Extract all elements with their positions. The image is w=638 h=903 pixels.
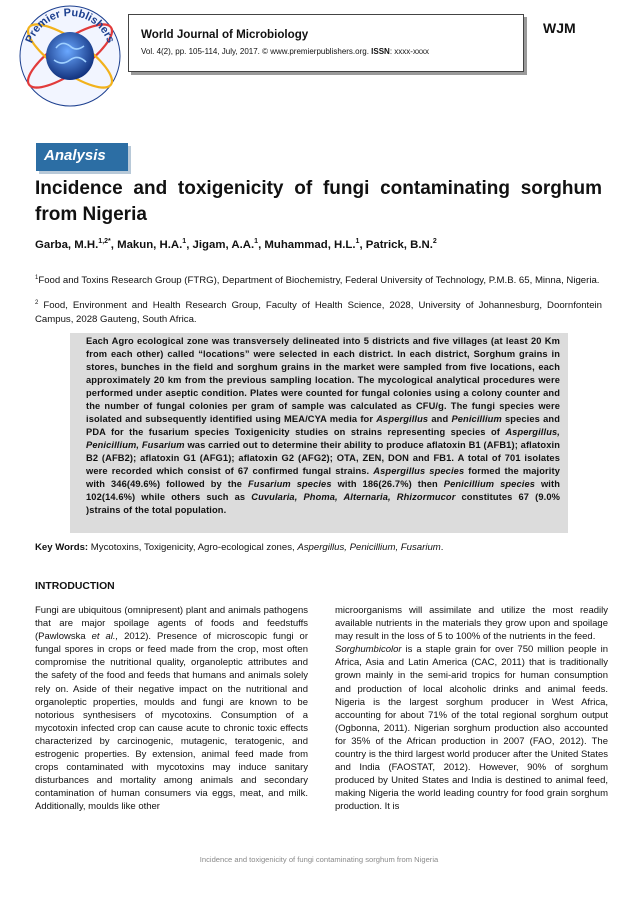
affiliation-text: Food and Toxins Research Group (FTRG), Department of Biochemistry, Federal University of Technology, P.M.B. 65, Minna, Nigeria. (38, 275, 600, 287)
article-type-badge (36, 143, 128, 171)
page-footer: Incidence and toxigenicity of fungi contaminating sorghum from Nigeria (199, 855, 439, 864)
author-name: Patrick, B.N. (365, 238, 433, 251)
author-separator: , (258, 238, 265, 251)
affiliation-mark: 2 (35, 300, 39, 306)
issn-label: ISSN (371, 47, 390, 56)
author-separator: , (186, 238, 193, 251)
author-name: Jigam, A.A. (192, 238, 255, 251)
journal-code: WJM (543, 20, 576, 36)
author-separator: , (359, 238, 366, 251)
author-affiliation-mark: 1 (182, 238, 187, 245)
publisher-logo (10, 0, 128, 108)
body-paragraph: Fungi are ubiquitous (omnipresent) plant and animals pathogens that are major spoilage agents of foods and feedstuffs (Pawlowska et al., 2012). Presence of microscopic fungi or fungal spores in crops or feed made from the crop, most often compromise the nutritional quality, organoleptic attributes and the safety of the food and feeds that humans and animals solely rely on. Aside of their negative impact on the nutritional and organoleptic properties, moulds and fungi are known to be notorious synthesisers of mycotoxins. Consumption of a mycotoxin infected crop can cause acute to chronic toxic effects characterized by carcinogenic, mutagenic, teratogenic, and estrogenic properties. By extension, animal feed made from crops contaminated with mycotoxins may induce sanitary disturbances and mortality among animals and secondary contamination of human consumers via eggs, meat, and milk. Additionally, moulds like other (35, 605, 308, 813)
author-affiliation-mark: 2 (432, 238, 437, 245)
affiliation-text: Food, Environment and Health Research Group, Faculty of Health Science, 2028, University of Johannesburg, Doornfontein Campus, 2028 Gauteng, South Africa. (35, 300, 602, 326)
body-column-left (35, 604, 308, 814)
affiliation-mark: 1 (35, 275, 39, 281)
journal-header (128, 14, 524, 72)
abstract-box (70, 333, 568, 533)
body-column-right (335, 604, 608, 814)
affiliation (35, 271, 602, 288)
journal-name: World Journal of Microbiology (141, 28, 309, 41)
article-title: Incidence and toxigenicity of fungi contaminating sorghum from Nigeria (35, 178, 602, 225)
author-name: Muhammad, H.L. (264, 238, 356, 251)
author-affiliation-mark: 1,2* (98, 238, 111, 245)
abstract-text: Each Agro ecological zone was transversely delineated into 5 districts and five villages (at least 20 Km from each other) called “locations” were selected in each district. In each district, Sorghum grains in stores, bunches in the field and sorghum grains in the market were sampled from five locations, each approximately 20 km from the previous sampling location. The mycological analytical procedures were performed under aseptic condition. Plates were counted for fungal colonies using a colony counter and the number of fungal colonies per gram of sample was calculated as CFU/g. The fungi species were isolated and subsequently identified using MEA/CYA media for Aspergillus and Penicillium species and PDA for the fusarium species Toxigenicity studies on strains representing species of Aspergillus, Penicillium, Fusarium was carried out to determine their ability to produce aflatoxin B1 (AFB1); aflatoxin B2 (AFB2); aflatoxin G1 (AFG1); aflatoxin G2 (AFG2); OTA, ZEN, DON and FB1. A total of 701 isolates were recorded which consist of 67 confirmed fungal strains. Aspergillus species formed the majority with 346(49.6%) followed by the Fusarium species with 186(26.7%) then Penicillium species with 102(14.6%) while others such as Cuvularia, Phoma, Alternaria, Rhizormucor constitutes 67 (9.0% )strains of the total population. (86, 336, 561, 515)
article-type-label: Analysis (44, 147, 106, 164)
logo-text: Premier Publishers (23, 6, 117, 45)
body-paragraph: microorganisms will assimilate and utilize the most readily available nutrients in the materials they grow upon and spoilage may result in the loss of 5 to 100% of the nutrients in the feed. (335, 605, 608, 643)
journal-meta (141, 47, 429, 56)
keywords-label: Key Words: (35, 542, 89, 553)
issn-value: : xxxx-xxxx (389, 47, 429, 56)
author-name: Garba, M.H. (35, 238, 99, 251)
author-separator: , (110, 238, 118, 251)
affiliation (35, 296, 602, 327)
author-name: Makun, H.A. (117, 238, 183, 251)
author-list (35, 238, 437, 251)
section-heading-introduction: INTRODUCTION (35, 581, 115, 592)
journal-volume-info: Vol. 4(2), pp. 105-114, July, 2017. © www.premierpublishers.org. (141, 47, 372, 56)
body-paragraph: Sorghumbicolor is a staple grain for over 750 million people in Africa, Asia and Latin America (CAC, 2011) that is traditionally grown mainly in the semi-arid tropics for human consumption and production of local alcoholic drinks and animal feeds. Nigeria is the largest sorghum producer in West Africa, accounting for about 71% of the total regional sorghum output (Ogbonna, 2011). Nigerian sorghum production also accounted for 35% of the African production in 2007 (FAO, 2012). The country is the third largest world producer after the United States and India (FAOSTAT, 2012). However, 90% of sorghum produced by United States and India is destined to animal feed, making Nigeria the world leading country for food grain sorghum production. It is (335, 644, 608, 813)
author-affiliation-mark: 1 (254, 238, 259, 245)
keywords: Key Words: Mycotoxins, Toxigenicity, Agro-ecological zones, Aspergillus, Penicillium, Fusarium. (35, 542, 444, 553)
author-affiliation-mark: 1 (355, 238, 360, 245)
